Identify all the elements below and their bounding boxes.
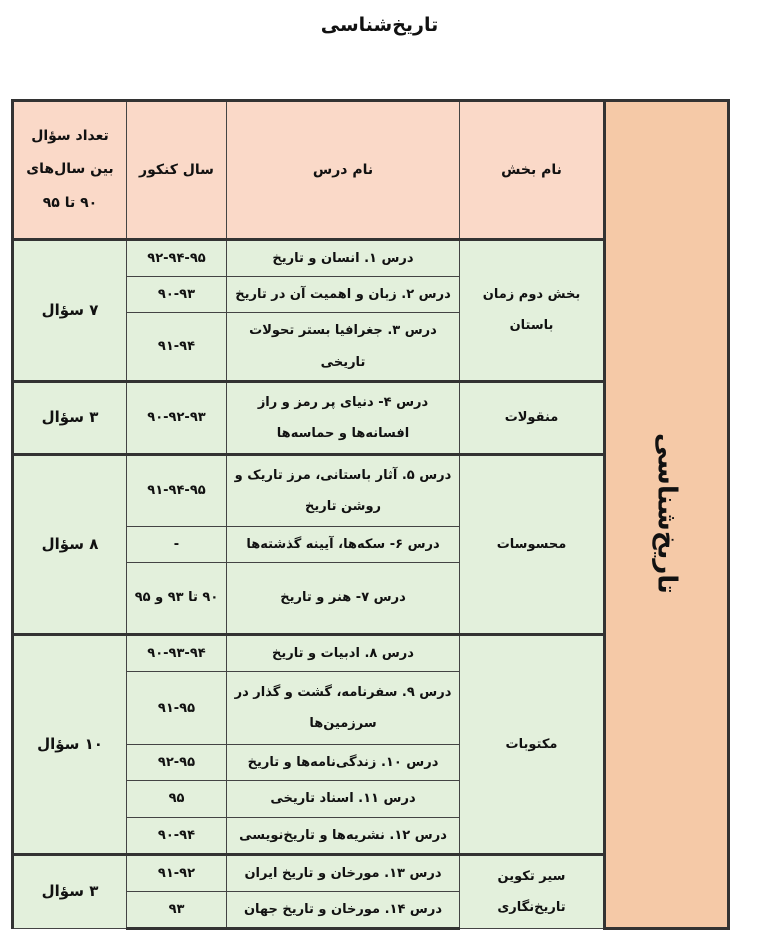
year-cell: ۹۵ <box>127 781 227 817</box>
side-label-cell <box>605 101 729 929</box>
year-cell: ۹۱-۹۴-۹۵ <box>127 454 227 526</box>
year-cell: ۹۲-۹۴-۹۵ <box>127 240 227 277</box>
year-cell: ۹۱-۹۵ <box>127 672 227 745</box>
question-count-cell: ۳ سؤال <box>13 854 127 928</box>
lesson-cell: درس ۸. ادبیات و تاریخ <box>227 634 460 671</box>
year-cell: ۹۳ <box>127 891 227 928</box>
lesson-cell: درس ۱۲. نشریه‌ها و تاریخ‌نویسی <box>227 817 460 854</box>
question-count-cell: ۸ سؤال <box>13 454 127 634</box>
header-count: تعداد سؤال بین سال‌های ۹۰ تا ۹۵ <box>13 101 127 240</box>
year-cell: ۹۰-۹۳-۹۴ <box>127 634 227 671</box>
lesson-cell: درس ۱۴. مورخان و تاریخ جهان <box>227 891 460 928</box>
lesson-cell: درس ۴- دنیای پر رمز و راز افسانه‌ها و حماسه‌ها <box>227 381 460 454</box>
section-cell: محسوسات <box>460 454 605 634</box>
question-count-cell: ۳ سؤال <box>13 381 127 454</box>
question-count-cell: ۱۰ سؤال <box>13 634 127 854</box>
syllabus-table <box>11 99 730 930</box>
section-cell: بخش دوم زمان باستان <box>460 240 605 382</box>
lesson-cell: درس ۱. انسان و تاریخ <box>227 240 460 277</box>
lesson-cell: درس ۱۳. مورخان و تاریخ ایران <box>227 854 460 891</box>
header-section: نام بخش <box>460 101 605 240</box>
year-cell: ۹۲-۹۵ <box>127 745 227 781</box>
section-cell: منقولات <box>460 381 605 454</box>
year-cell: ۹۱-۹۲ <box>127 854 227 891</box>
header-year: سال کنکور <box>127 101 227 240</box>
lesson-cell: درس ۱۰. زندگی‌نامه‌ها و تاریخ <box>227 745 460 781</box>
side-label: تاریخ‌شناسی <box>651 432 682 594</box>
header-row <box>13 101 729 240</box>
lesson-cell: درس ۶- سکه‌ها، آیینه گذشته‌ها <box>227 526 460 562</box>
year-cell: ۹۰-۹۳ <box>127 277 227 313</box>
year-cell: ۹۰-۹۲-۹۳ <box>127 381 227 454</box>
section-cell: سیر تکوین تاریخ‌نگاری <box>460 854 605 928</box>
lesson-cell: درس ۵. آثار باستانی، مرز تاریک و روشن تاریخ <box>227 454 460 526</box>
lesson-cell: درس ۳. جغرافیا بستر تحولات تاریخی <box>227 313 460 381</box>
year-cell: ۹۰ تا ۹۳ و ۹۵ <box>127 562 227 634</box>
header-lesson: نام درس <box>227 101 460 240</box>
lesson-cell: درس ۷- هنر و تاریخ <box>227 562 460 634</box>
lesson-cell: درس ۲. زبان و اهمیت آن در تاریخ <box>227 277 460 313</box>
section-cell: مکتوبات <box>460 634 605 854</box>
year-cell: - <box>127 526 227 562</box>
page-title: تاریخ‌شناسی <box>320 14 439 36</box>
year-cell: ۹۱-۹۴ <box>127 313 227 381</box>
lesson-cell: درس ۱۱. اسناد تاریخی <box>227 781 460 817</box>
year-cell: ۹۰-۹۴ <box>127 817 227 854</box>
lesson-cell: درس ۹. سفرنامه، گشت و گذار در سرزمین‌ها <box>227 672 460 745</box>
question-count-cell: ۷ سؤال <box>13 240 127 382</box>
